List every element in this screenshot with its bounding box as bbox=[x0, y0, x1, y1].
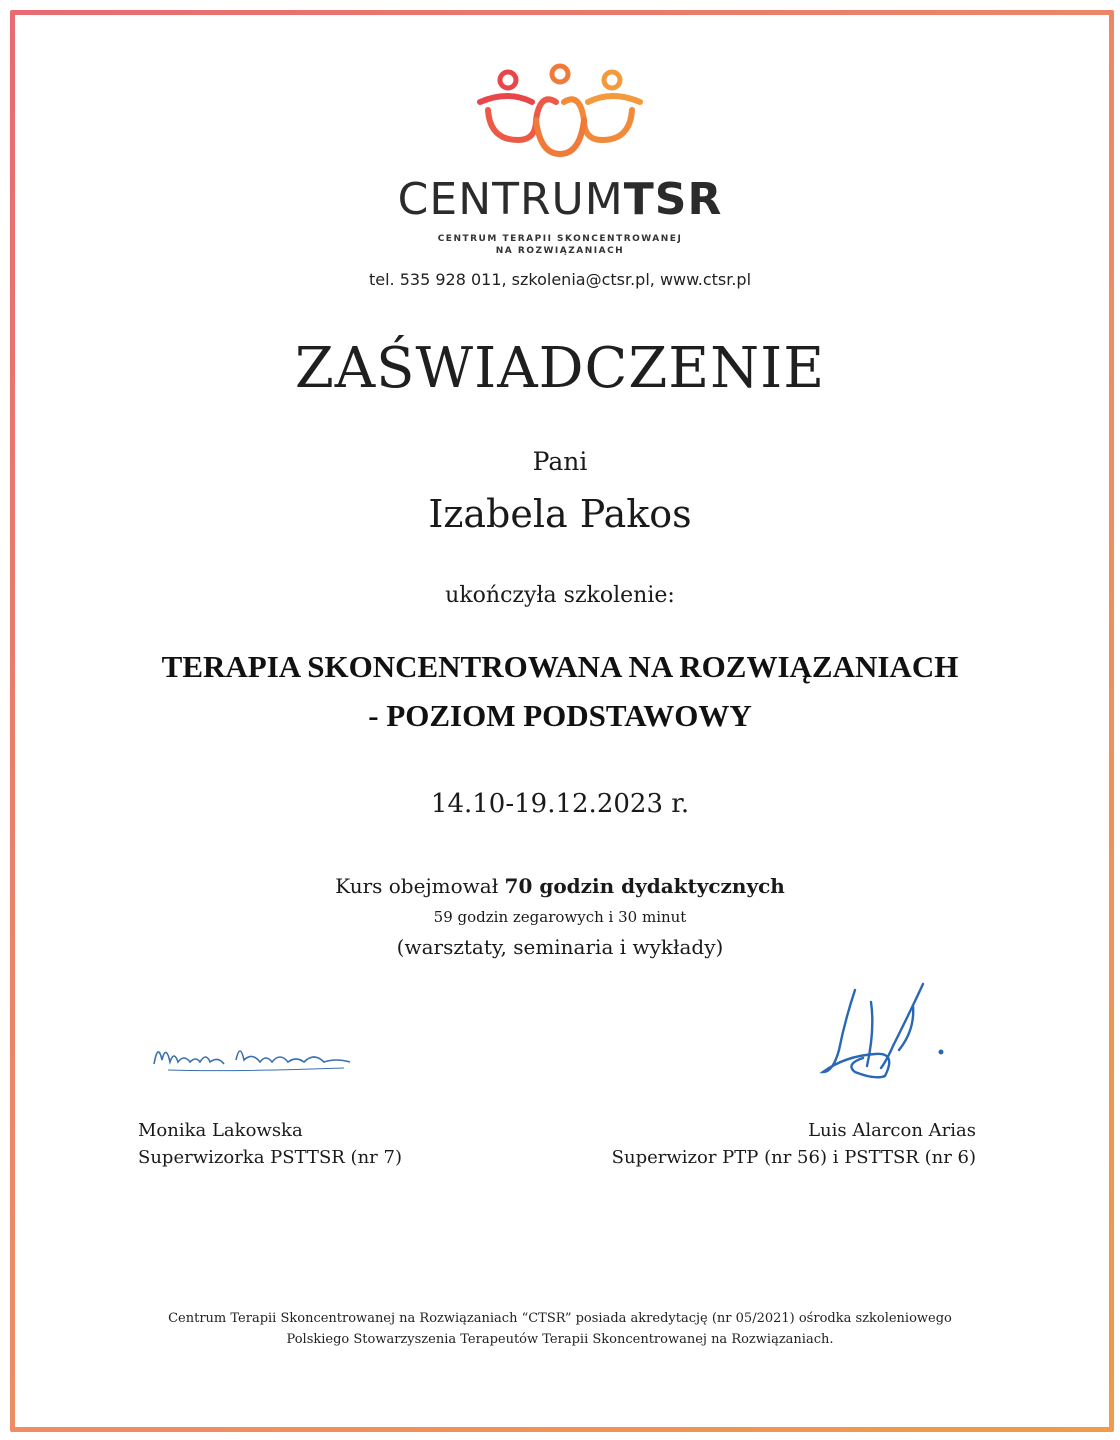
brand-subtitle-line2: NA ROZWIĄZANIACH bbox=[495, 246, 625, 256]
footer-line2: Polskiego Stowarzyszenia Terapeutów Terapii Skoncentrowanej na Rozwiązaniach. bbox=[286, 1332, 834, 1347]
footer-line1: Centrum Terapii Skoncentrowanej na Rozwiązaniach “CTSR” posiada akredytację (nr 05/2021) ośrodka szkoleniowego bbox=[168, 1311, 952, 1326]
brand-name: CENTRUMTSR bbox=[397, 174, 723, 225]
accreditation-footer bbox=[0, 1308, 1120, 1350]
salutation: Pani bbox=[532, 447, 588, 476]
course-hours: Kurs obejmował 70 godzin dydaktycznych bbox=[335, 874, 785, 898]
signer-left bbox=[138, 1117, 402, 1171]
signature-right-image bbox=[815, 980, 955, 1085]
contact-info: tel. 535 928 011, szkolenia@ctsr.pl, www.ctsr.pl bbox=[368, 270, 752, 289]
course-forms: (warsztaty, seminaria i wykłady) bbox=[396, 935, 724, 959]
signature-left-image bbox=[148, 1030, 358, 1080]
signer-right-role: Superwizor PTP (nr 56) i PSTTSR (nr 6) bbox=[611, 1147, 976, 1168]
ctsr-logo-icon bbox=[470, 62, 650, 162]
course-dates: 14.10-19.12.2023 r. bbox=[430, 789, 690, 819]
completed-text: ukończyła szkolenie: bbox=[445, 583, 675, 608]
course-title-line2: - POZIOM PODSTAWOWY bbox=[368, 698, 752, 733]
course-title-line1: TERAPIA SKONCENTROWANA NA ROZWIĄZANIACH bbox=[161, 649, 959, 684]
certificate-title: ZAŚWIADCZENIE bbox=[294, 336, 826, 401]
signer-left-name: Monika Lakowska bbox=[138, 1120, 303, 1141]
recipient-name: Izabela Pakos bbox=[428, 492, 692, 536]
brand-subtitle-line1: CENTRUM TERAPII SKONCENTROWANEJ bbox=[437, 234, 683, 244]
signer-right bbox=[612, 1117, 976, 1171]
clock-hours: 59 godzin zegarowych i 30 minut bbox=[433, 908, 687, 926]
signer-right-name: Luis Alarcon Arias bbox=[808, 1120, 976, 1141]
signer-left-role: Superwizorka PSTTSR (nr 7) bbox=[138, 1147, 402, 1168]
